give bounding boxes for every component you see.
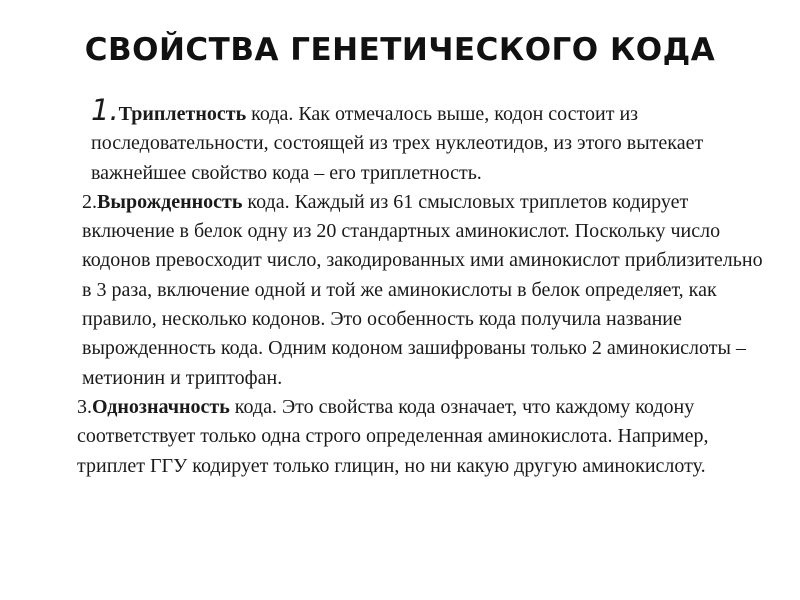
paragraph-unambiguity [77, 393, 767, 481]
slide-body [77, 93, 767, 481]
paragraph-text: кода. Это свойства кода означает, что каждому кодону соответствует только одна строго определенная аминокислота. Например, триплет ГГУ кодирует только глицин, но ни какую другую аминокислоту. [77, 395, 709, 477]
paragraph-number: 1. [91, 93, 119, 127]
property-term: Триплетность [118, 103, 247, 125]
slide-title: СВОЙСТВА ГЕНЕТИЧЕСКОГО КОДА [84, 32, 716, 68]
paragraph-text: кода. Как отмечалось выше, кодон состоит из последовательности, состоящей из трех нуклеотидов, из этого вытекает важнейшее свойство кода – его триплетность. [91, 103, 704, 184]
paragraph-number: 3. [77, 395, 92, 418]
paragraph-degeneracy [77, 188, 767, 393]
paragraph-text: кода. Каждый из 61 смысловых триплетов кодирует включение в белок одну из 20 стандартных аминокислот. Поскольку число кодонов превосходит число, закодированных ими аминокислот приблизительно в 3 раза, включение одной и той же аминокислоты в белок определяет, как правило, несколько кодонов. Это особенность кода получила название вырожденность кода. Одним кодоном зашифрованы только 2 аминокислоты – метионин и триптофан. [82, 190, 763, 389]
property-term: Вырожденность [97, 190, 243, 213]
paragraph-triplet [77, 93, 767, 188]
property-term: Однозначность [92, 395, 230, 418]
paragraph-number: 2. [82, 190, 97, 213]
